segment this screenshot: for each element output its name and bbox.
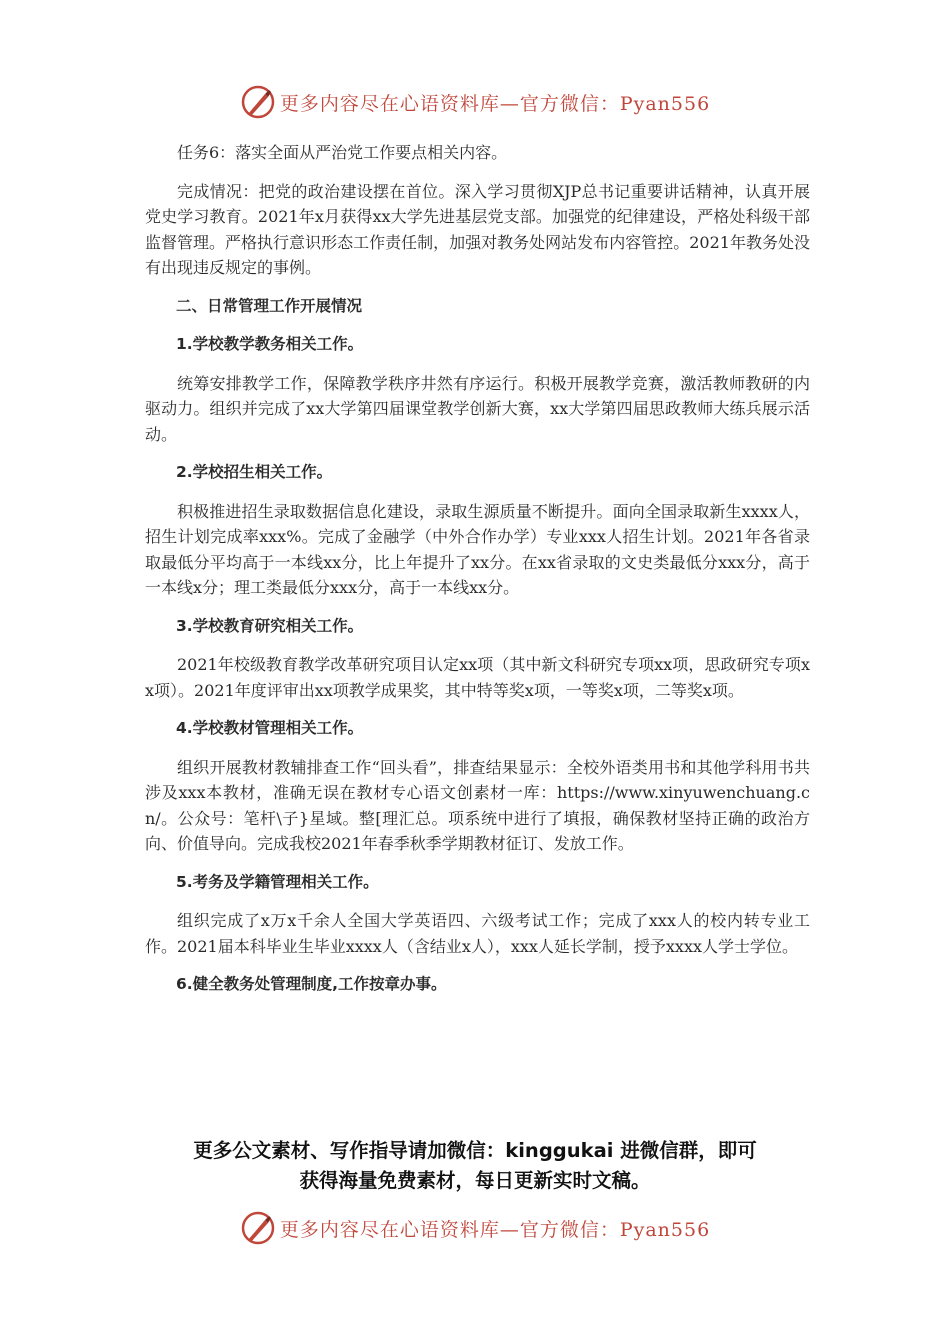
heading-teaching-affairs: 1.学校教学教务相关工作。 [176, 335, 364, 353]
heading-textbook-management: 4.学校教材管理相关工作。 [176, 719, 364, 737]
task-6-completion: 完成情况：把党的政治建设摆在首位。深入学习贯彻XJP总书记重要讲话精神，认真开展党史学习教育。2021年x月获得xx大学先进基层党支部。加强党的纪律建设，严格处科级干部监督管理。严格执行意识形态工作责任制，加强对教务处网站发布内容管控。2021年教务处没有出现违反规定的事例。 [145, 181, 810, 277]
banner-wechat: 官方微信：Pyan556 [519, 1218, 711, 1241]
heading-exams-records: 5.考务及学籍管理相关工作。 [176, 872, 379, 891]
footer-line-2: 获得海量免费素材，每日更新实时文稿。 [299, 1169, 651, 1192]
para-education-research: 2021年校级教育教学改革研究项目认定xx项（其中新文科研究专项xx项，思政研究专项xx项）。2021年度评审出xx项教学成果奖，其中特等奖x项，一等奖x项，二等奖x项。 [145, 655, 810, 700]
footer-line-1: 更多公文素材、写作指导请加微信：kinggukai 进微信群，即可 [193, 1139, 757, 1162]
task-6-title: 任务6：落实全面从严治党工作要点相关内容。 [177, 143, 508, 162]
banner-text [280, 1215, 710, 1242]
banner-title: 更多内容尽在心语资料库 [279, 1218, 500, 1241]
banner-title: 更多内容尽在心语资料库 [279, 92, 500, 115]
pen-logo-icon [240, 84, 276, 120]
para-admissions: 积极推进招生录取数据信息化建设，录取生源质量不断提升。面向全国录取新生xxxx人，招生计划完成率xxx%。完成了金融学（中外合作办学）专业xxx人招生计划。2021年各省录取最低分平均高于一本线xx分，比上年提升了xx分。在xx省录取的文史类最低分xxx分，高于一本线x分；理工类最低分xxx分，高于一本线xx分。 [145, 501, 810, 597]
heading-regulations: 6.健全教务处管理制度,工作按章办事。 [176, 975, 447, 993]
pen-logo-icon [240, 1210, 276, 1246]
para-exams-records: 组织完成了x万x千余人全国大学英语四、六级考试工作；完成了xxx人的校内转专业工作。2021届本科毕业生毕业xxxx人（含结业x人），xxx人延长学制，授予xxxx人学士学位。 [145, 911, 810, 956]
banner-text [280, 89, 710, 116]
banner-separator: — [499, 92, 520, 115]
footer-promo [0, 1136, 950, 1196]
banner-wechat: 官方微信：Pyan556 [519, 92, 711, 115]
banner-separator: — [499, 1218, 520, 1241]
heading-admissions: 2.学校招生相关工作。 [176, 463, 333, 481]
para-teaching-affairs: 统筹安排教学工作，保障教学秩序井然有序运行。积极开展教学竞赛，激活教师教研的内驱动力。组织并完成了xx大学第四届课堂教学创新大赛，xx大学第四届思政教师大练兵展示活动。 [145, 373, 810, 444]
section-heading-daily-management: 二、日常管理工作开展情况 [176, 296, 363, 315]
document-body [145, 140, 810, 998]
header-banner [0, 82, 950, 122]
para-textbook-management: 组织开展教材教辅排查工作“回头看”，排查结果显示：全校外语类用书和其他学科用书共涉及xxx本教材，准确无误在教材专心语文创素材一库：https://www.xinyuwenchuang.cn/。公众号：笔杆\子}星域。整[理汇总。项系统中进行了填报，确保教材坚持正确的政治方向、价值导向。完成我校2021年春季秋季学期教材征订、发放工作。 [145, 757, 810, 853]
heading-education-research: 3.学校教育研究相关工作。 [176, 616, 364, 635]
footer-banner [0, 1208, 950, 1248]
